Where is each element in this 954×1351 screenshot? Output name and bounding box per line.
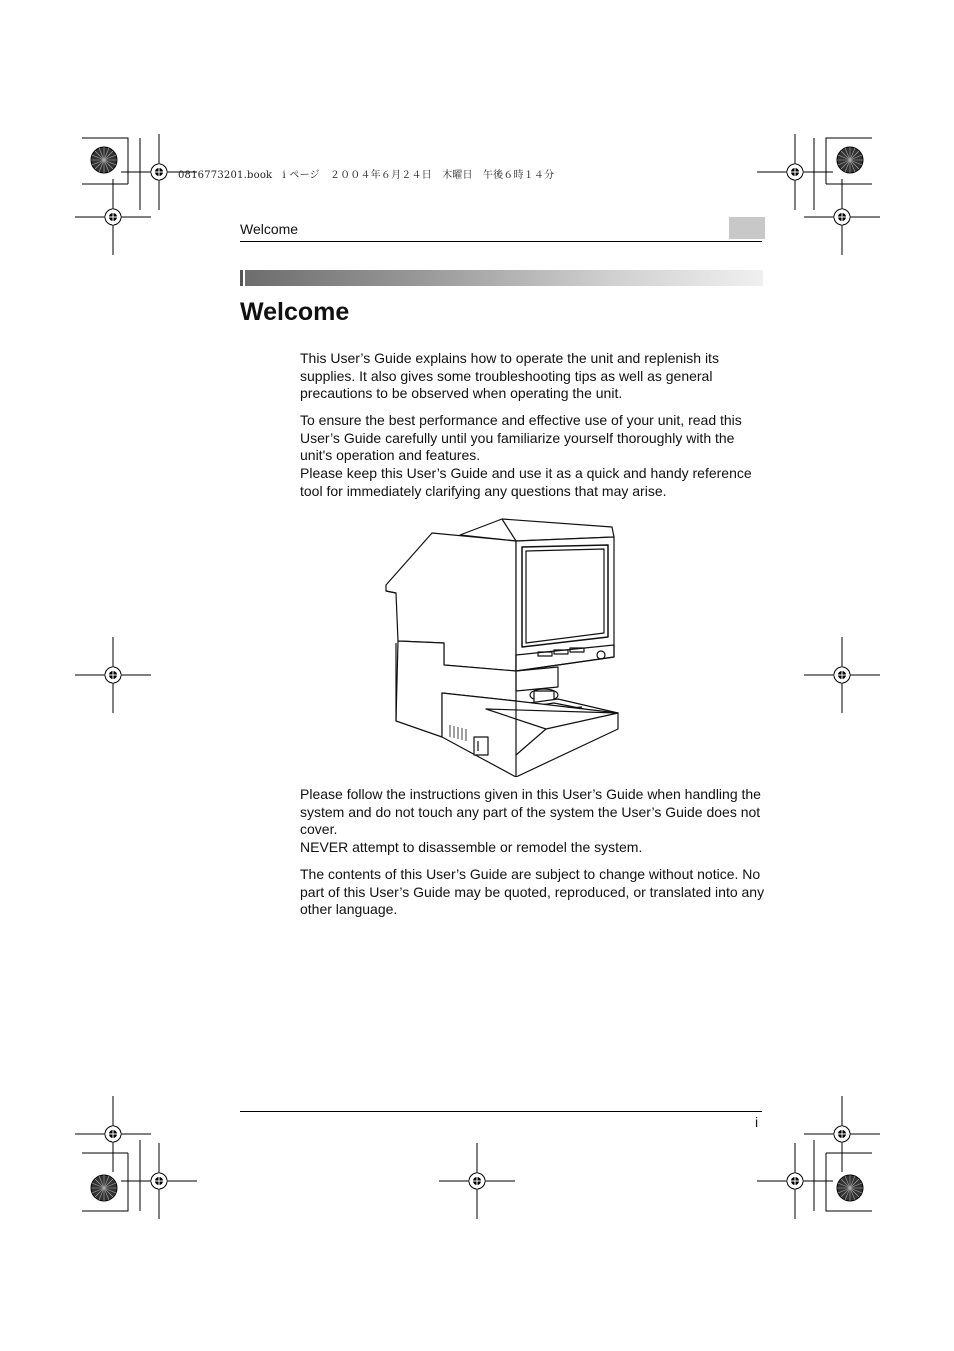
paragraph-subject-to-change: The contents of this User’s Guide are subject to change without notice. No part of this User’s Guide may be quoted, reproduced, or translated into any other language. — [300, 866, 765, 918]
footer-rule — [240, 1111, 762, 1112]
running-header: Welcome — [240, 221, 299, 237]
title-gradient-bar — [245, 270, 763, 286]
print-slug: 0816773201.book i ページ ２００４年６月２４日 木曜日 午後６時１４分 — [178, 170, 555, 181]
paragraph-follow-instructions: Please follow the instructions given in this User’s Guide when handling the system and do not touch any part of the system the User’s Guide does not cover. — [300, 786, 761, 838]
paragraph-never-disassemble: NEVER attempt to disassemble or remodel the system. — [300, 839, 643, 855]
page-title: Welcome — [240, 298, 350, 326]
paragraph-performance: To ensure the best performance and effective use of your unit, read this User’s Guide carefully until you familiarize yourself thoroughly with the unit's operation and features. — [300, 412, 742, 464]
title-bar-tick — [240, 270, 243, 286]
header-rule — [240, 241, 762, 242]
unit-illustration — [382, 515, 622, 777]
paragraph-intro: This User’s Guide explains how to operate the unit and replenish its supplies. It also gives some troubleshooting tips as well as general precautions to be observed when operating the unit. — [300, 350, 719, 402]
paragraph-keep-guide: Please keep this User’s Guide and use it as a quick and handy reference tool for immediately clarifying any questions that may arise. — [300, 465, 752, 499]
chapter-tab — [729, 217, 765, 239]
page-number: i — [755, 1114, 759, 1130]
